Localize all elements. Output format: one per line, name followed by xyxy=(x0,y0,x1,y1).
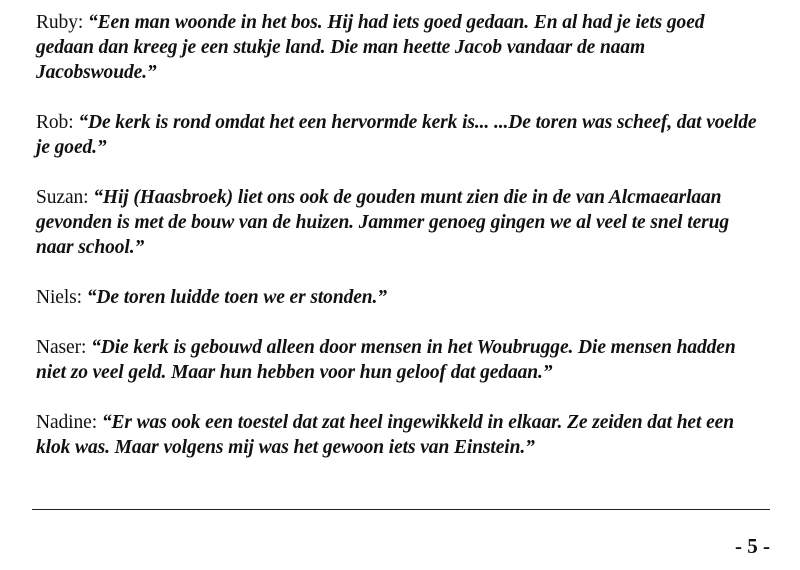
quote-niels xyxy=(36,285,766,310)
quote-text: “Een man woonde in het bos. Hij had iets goed gedaan. En al had je iets goed gedaan dan kreeg je een stukje land. Die man heette Jacob vandaar de naam Jacobswoude.” xyxy=(36,12,705,83)
speaker-name: Suzan: xyxy=(36,187,89,208)
speaker-name: Naser: xyxy=(36,337,87,358)
quote-text: “Er was ook een toestel dat zat heel ingewikkeld in elkaar. Ze zeiden dat het een klok was. Maar volgens mij was het gewoon iets van Einstein.” xyxy=(36,412,734,458)
quote-text: “De kerk is rond omdat het een hervormde kerk is... ...De toren was scheef, dat voelde je goed.” xyxy=(36,112,757,158)
speaker-name: Ruby: xyxy=(36,12,84,33)
quote-text: “Hij (Haasbroek) liet ons ook de gouden munt zien die in de van Alcmaearlaan gevonden is met de bouw van de huizen. Jammer genoeg gingen we al veel te snel terug naar school.” xyxy=(36,187,730,258)
speaker-name: Nadine: xyxy=(36,412,98,433)
quote-naser xyxy=(36,335,766,385)
page-number: - 5 - xyxy=(735,534,770,558)
footer-divider xyxy=(32,509,770,510)
quote-text: “De toren luidde toen we er stonden.” xyxy=(86,287,387,308)
quote-ruby xyxy=(36,10,766,85)
speaker-name: Rob: xyxy=(36,112,74,133)
quote-rob xyxy=(36,110,766,160)
quote-text: “Die kerk is gebouwd alleen door mensen in het Woubrugge. Die mensen hadden niet zo veel geld. Maar hun hebben voor hun geloof dat gedaan.” xyxy=(36,337,736,383)
document-page xyxy=(36,10,766,485)
quote-nadine xyxy=(36,410,766,460)
speaker-name: Niels: xyxy=(36,287,82,308)
quote-suzan xyxy=(36,185,766,260)
